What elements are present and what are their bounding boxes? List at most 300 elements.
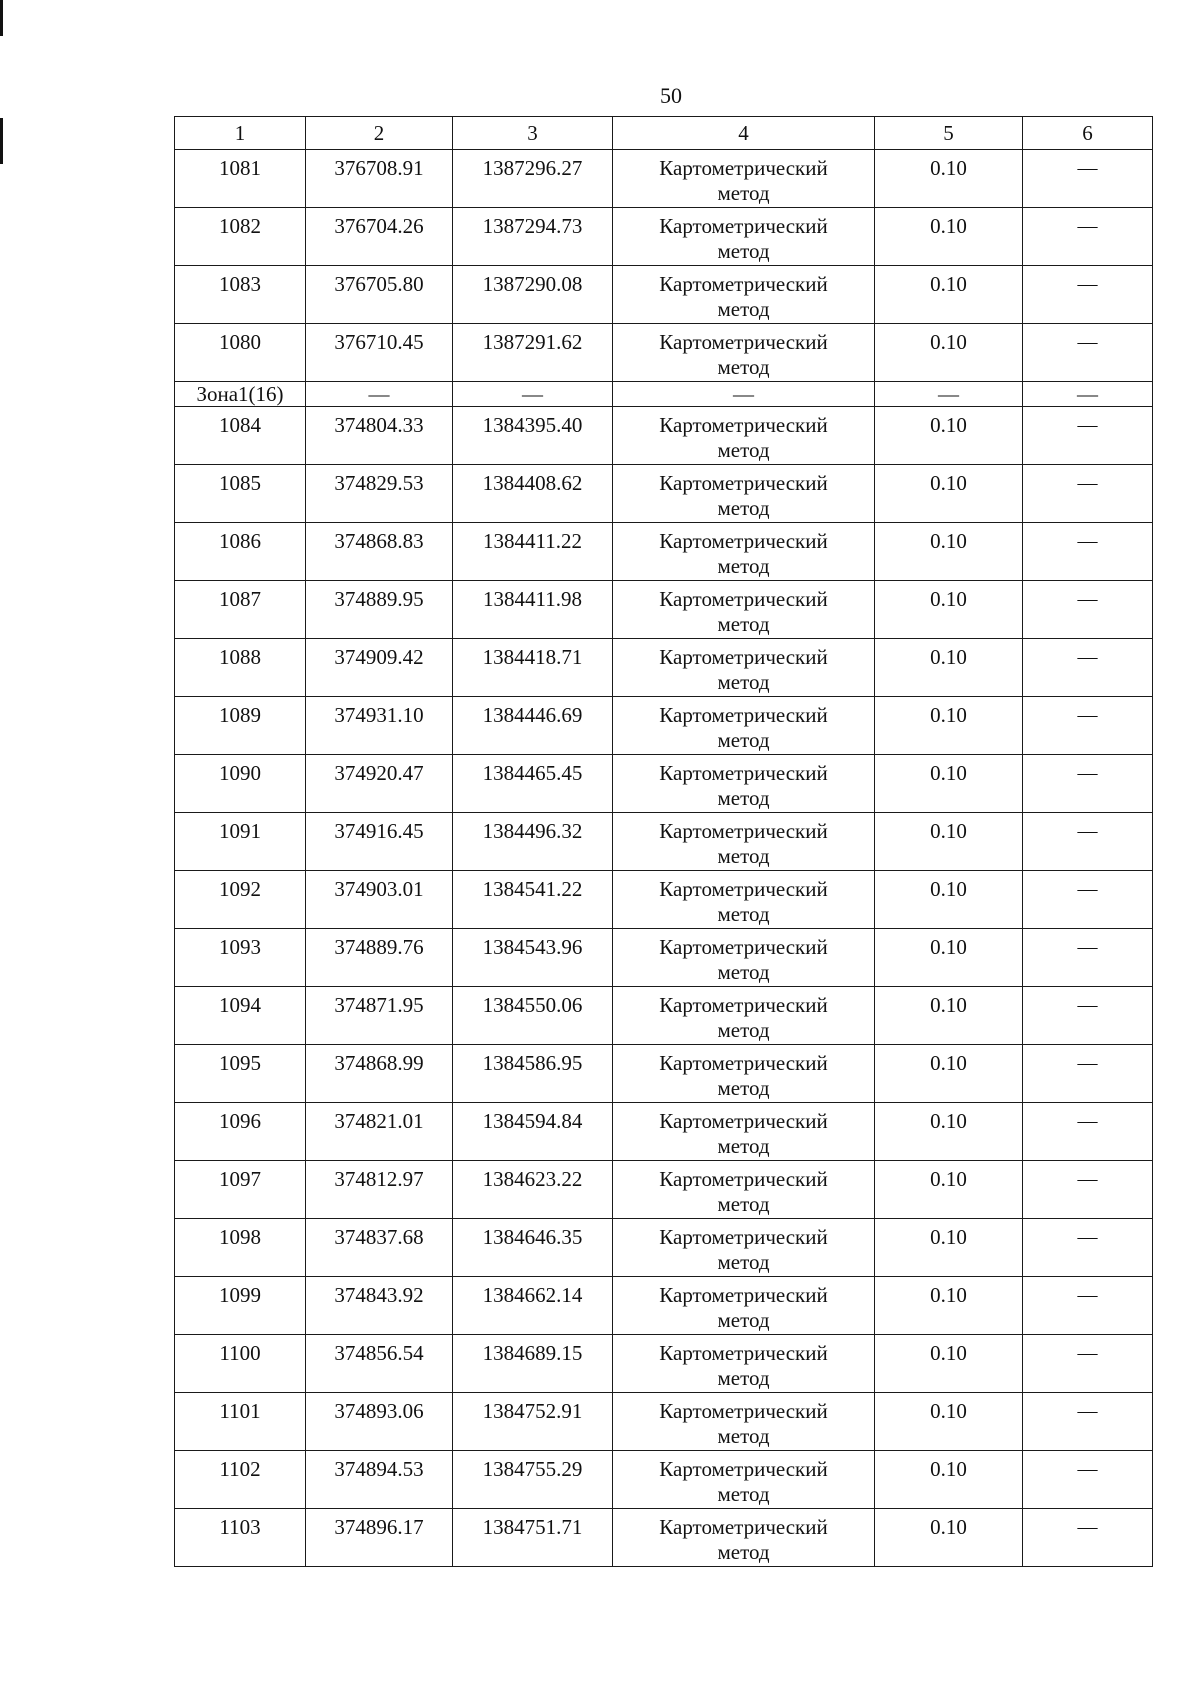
- y-coordinate-cell-text: 1384586.95: [482, 1051, 583, 1075]
- note-cell: [1023, 465, 1153, 523]
- x-coordinate-cell: [306, 987, 453, 1045]
- note-cell-text: —: [1077, 1168, 1098, 1190]
- page-number: 50: [660, 83, 682, 108]
- y-coordinate-cell: [453, 523, 613, 581]
- note-cell: [1023, 813, 1153, 871]
- note-cell: [1023, 1219, 1153, 1277]
- y-coordinate-cell: [453, 929, 613, 987]
- method-line: метод: [717, 1076, 770, 1100]
- note-cell: [1023, 581, 1153, 639]
- y-coordinate-cell-text: 1384496.32: [482, 819, 583, 843]
- point-number-cell: [175, 1103, 306, 1161]
- table-row: [175, 1103, 1153, 1161]
- method-cell: [613, 755, 875, 813]
- method-line: Картометрический: [659, 877, 828, 901]
- note-cell-text: —: [1077, 215, 1098, 237]
- y-coordinate-cell-text: 1384594.84: [482, 1109, 583, 1133]
- method-text: [613, 1103, 874, 1159]
- accuracy-cell-text: 0.10: [930, 1051, 967, 1075]
- point-number-cell: [175, 1451, 306, 1509]
- point-number-cell-text: 1100: [219, 1341, 261, 1365]
- accuracy-cell: [875, 1103, 1023, 1161]
- method-text: [613, 1045, 874, 1101]
- method-line: Картометрический: [659, 214, 828, 238]
- note-cell-text: —: [1077, 936, 1098, 958]
- method-cell: [613, 1451, 875, 1509]
- zone-dash-cell-text: —: [522, 382, 543, 406]
- y-coordinate-cell: [453, 813, 613, 871]
- y-coordinate-cell: [453, 1335, 613, 1393]
- point-number-cell-text: 1089: [219, 703, 261, 727]
- accuracy-cell-text: 0.10: [930, 471, 967, 495]
- point-number-cell-text: 1095: [219, 1051, 261, 1075]
- table-row: [175, 523, 1153, 581]
- x-coordinate-cell: [306, 150, 453, 208]
- method-text: [613, 987, 874, 1043]
- point-number-cell: [175, 639, 306, 697]
- point-number-cell-text: 1102: [219, 1457, 261, 1481]
- point-number-cell: [175, 150, 306, 208]
- note-cell-text: —: [1077, 878, 1098, 900]
- method-text: [613, 1393, 874, 1449]
- note-cell: [1023, 1045, 1153, 1103]
- coordinates-table: [174, 116, 1153, 1567]
- accuracy-cell: [875, 1161, 1023, 1219]
- x-coordinate-cell-text: 374920.47: [334, 761, 424, 785]
- x-coordinate-cell-text: 376704.26: [334, 214, 424, 238]
- note-cell-text: —: [1077, 1110, 1098, 1132]
- accuracy-cell: [875, 1277, 1023, 1335]
- method-cell: [613, 150, 875, 208]
- note-cell-text: —: [1077, 588, 1098, 610]
- note-cell-text: —: [1077, 762, 1098, 784]
- method-text: [613, 1509, 874, 1565]
- y-coordinate-cell: [453, 266, 613, 324]
- note-cell-text: —: [1077, 1226, 1098, 1248]
- accuracy-cell-text: 0.10: [930, 935, 967, 959]
- y-coordinate-cell: [453, 1045, 613, 1103]
- point-number-cell: [175, 1277, 306, 1335]
- method-line: Картометрический: [659, 645, 828, 669]
- table-row: [175, 407, 1153, 465]
- method-line: метод: [717, 1308, 770, 1332]
- point-number-cell-text: 1098: [219, 1225, 261, 1249]
- zone-dash-cell-text: —: [733, 382, 754, 406]
- column-header: 6: [1023, 117, 1153, 150]
- point-number-cell-text: 1085: [219, 471, 261, 495]
- accuracy-cell: [875, 208, 1023, 266]
- y-coordinate-cell: [453, 987, 613, 1045]
- note-cell-text: —: [1077, 994, 1098, 1016]
- x-coordinate-cell: [306, 208, 453, 266]
- method-line: Картометрический: [659, 272, 828, 296]
- point-number-cell: [175, 324, 306, 382]
- table-row: [175, 465, 1153, 523]
- x-coordinate-cell-text: 376710.45: [334, 330, 424, 354]
- accuracy-cell-text: 0.10: [930, 819, 967, 843]
- y-coordinate-cell: [453, 871, 613, 929]
- table-row: [175, 1335, 1153, 1393]
- point-number-cell-text: 1096: [219, 1109, 261, 1133]
- x-coordinate-cell: [306, 324, 453, 382]
- scan-edge-mark: [0, 0, 3, 36]
- method-text: [613, 813, 874, 869]
- method-line: метод: [717, 1134, 770, 1158]
- method-text: [613, 1219, 874, 1275]
- point-number-cell-text: 1082: [219, 214, 261, 238]
- point-number-cell: [175, 987, 306, 1045]
- point-number-cell-text: 1090: [219, 761, 261, 785]
- point-number-cell: [175, 208, 306, 266]
- accuracy-cell-text: 0.10: [930, 703, 967, 727]
- method-text: [613, 581, 874, 637]
- y-coordinate-cell: [453, 465, 613, 523]
- method-cell: [613, 266, 875, 324]
- note-cell-text: —: [1077, 331, 1098, 353]
- method-line: метод: [717, 612, 770, 636]
- note-cell-text: —: [1077, 273, 1098, 295]
- method-cell: [613, 324, 875, 382]
- point-number-cell-text: 1092: [219, 877, 261, 901]
- y-coordinate-cell: [453, 639, 613, 697]
- x-coordinate-cell-text: 374837.68: [334, 1225, 424, 1249]
- x-coordinate-cell-text: 374812.97: [334, 1167, 424, 1191]
- x-coordinate-cell: [306, 1045, 453, 1103]
- x-coordinate-cell: [306, 465, 453, 523]
- note-cell: [1023, 1393, 1153, 1451]
- x-coordinate-cell-text: 374903.01: [334, 877, 424, 901]
- y-coordinate-cell-text: 1384752.91: [482, 1399, 583, 1423]
- accuracy-cell: [875, 1335, 1023, 1393]
- table-row: [175, 1451, 1153, 1509]
- point-number-cell: [175, 755, 306, 813]
- accuracy-cell: [875, 1393, 1023, 1451]
- x-coordinate-cell: [306, 1451, 453, 1509]
- x-coordinate-cell-text: 374843.92: [334, 1283, 424, 1307]
- accuracy-cell-text: 0.10: [930, 1399, 967, 1423]
- note-cell-text: —: [1077, 1516, 1098, 1538]
- note-cell: [1023, 324, 1153, 382]
- method-cell: [613, 639, 875, 697]
- zone-dash-cell: [875, 382, 1023, 407]
- x-coordinate-cell-text: 374894.53: [334, 1457, 424, 1481]
- y-coordinate-cell-text: 1387290.08: [482, 272, 583, 296]
- note-cell-text: —: [1077, 472, 1098, 494]
- method-text: [613, 929, 874, 985]
- x-coordinate-cell-text: 374829.53: [334, 471, 424, 495]
- table-row: [175, 581, 1153, 639]
- method-line: Картометрический: [659, 1109, 828, 1133]
- method-line: Картометрический: [659, 1167, 828, 1191]
- accuracy-cell: [875, 755, 1023, 813]
- point-number-cell-text: 1093: [219, 935, 261, 959]
- point-number-cell-text: 1084: [219, 413, 261, 437]
- zone-dash-cell: [1023, 382, 1153, 407]
- method-line: Картометрический: [659, 703, 828, 727]
- x-coordinate-cell: [306, 871, 453, 929]
- note-cell: [1023, 697, 1153, 755]
- x-coordinate-cell-text: 374931.10: [334, 703, 424, 727]
- x-coordinate-cell-text: 376705.80: [334, 272, 424, 296]
- zone-dash-cell: [306, 382, 453, 407]
- method-text: [613, 1335, 874, 1391]
- accuracy-cell-text: 0.10: [930, 529, 967, 553]
- note-cell-text: —: [1077, 1052, 1098, 1074]
- method-line: метод: [717, 1366, 770, 1390]
- table-row: [175, 150, 1153, 208]
- x-coordinate-cell-text: 374856.54: [334, 1341, 424, 1365]
- x-coordinate-cell-text: 374889.76: [334, 935, 424, 959]
- method-line: Картометрический: [659, 587, 828, 611]
- point-number-cell-text: 1083: [219, 272, 261, 296]
- point-number-cell-text: 1081: [219, 156, 261, 180]
- accuracy-cell: [875, 813, 1023, 871]
- point-number-cell-text: 1080: [219, 330, 261, 354]
- method-line: метод: [717, 438, 770, 462]
- note-cell: [1023, 150, 1153, 208]
- method-cell: [613, 1219, 875, 1277]
- point-number-cell: [175, 1335, 306, 1393]
- method-text: [613, 1451, 874, 1507]
- note-cell: [1023, 523, 1153, 581]
- method-line: метод: [717, 728, 770, 752]
- column-header: 4: [613, 117, 875, 150]
- accuracy-cell-text: 0.10: [930, 1283, 967, 1307]
- note-cell: [1023, 987, 1153, 1045]
- method-line: Картометрический: [659, 1457, 828, 1481]
- table-body: [175, 117, 1153, 1567]
- y-coordinate-cell-text: 1384465.45: [482, 761, 583, 785]
- method-line: метод: [717, 297, 770, 321]
- y-coordinate-cell-text: 1384446.69: [482, 703, 583, 727]
- method-text: [613, 208, 874, 264]
- point-number-cell: [175, 1045, 306, 1103]
- method-line: метод: [717, 902, 770, 926]
- x-coordinate-cell: [306, 1219, 453, 1277]
- method-text: [613, 755, 874, 811]
- scan-edge-mark: [0, 118, 3, 164]
- y-coordinate-cell: [453, 697, 613, 755]
- point-number-cell-text: 1103: [219, 1515, 261, 1539]
- note-cell: [1023, 208, 1153, 266]
- point-number-cell-text: 1086: [219, 529, 261, 553]
- header-row: [175, 117, 1153, 150]
- method-cell: [613, 871, 875, 929]
- x-coordinate-cell-text: 374909.42: [334, 645, 424, 669]
- method-text: [613, 871, 874, 927]
- accuracy-cell-text: 0.10: [930, 645, 967, 669]
- accuracy-cell: [875, 1451, 1023, 1509]
- zone-dash-cell-text: —: [368, 382, 390, 406]
- method-line: Картометрический: [659, 935, 828, 959]
- table-row: [175, 697, 1153, 755]
- accuracy-cell-text: 0.10: [930, 587, 967, 611]
- accuracy-cell-text: 0.10: [930, 1167, 967, 1191]
- point-number-cell: [175, 465, 306, 523]
- x-coordinate-cell-text: 374821.01: [334, 1109, 424, 1133]
- method-line: Картометрический: [659, 1225, 828, 1249]
- x-coordinate-cell-text: 374804.33: [334, 413, 424, 437]
- method-line: метод: [717, 1540, 770, 1564]
- y-coordinate-cell: [453, 755, 613, 813]
- zone-label-cell: [175, 382, 306, 407]
- point-number-cell: [175, 1393, 306, 1451]
- method-cell: [613, 407, 875, 465]
- column-header: 5: [875, 117, 1023, 150]
- accuracy-cell: [875, 266, 1023, 324]
- note-cell-text: —: [1077, 530, 1098, 552]
- method-text: [613, 407, 874, 463]
- note-cell: [1023, 407, 1153, 465]
- note-cell: [1023, 929, 1153, 987]
- x-coordinate-cell-text: 374916.45: [334, 819, 424, 843]
- method-cell: [613, 1045, 875, 1103]
- table-row: [175, 1161, 1153, 1219]
- method-text: [613, 1161, 874, 1217]
- x-coordinate-cell: [306, 697, 453, 755]
- note-cell-text: —: [1077, 414, 1098, 436]
- accuracy-cell-text: 0.10: [930, 1225, 967, 1249]
- y-coordinate-cell-text: 1384395.40: [482, 413, 583, 437]
- y-coordinate-cell: [453, 1277, 613, 1335]
- y-coordinate-cell-text: 1384689.15: [482, 1341, 583, 1365]
- x-coordinate-cell: [306, 1103, 453, 1161]
- method-text: [613, 697, 874, 753]
- point-number-cell: [175, 1509, 306, 1567]
- method-cell: [613, 1335, 875, 1393]
- note-cell: [1023, 1451, 1153, 1509]
- accuracy-cell: [875, 697, 1023, 755]
- point-number-cell-text: 1099: [219, 1283, 261, 1307]
- note-cell-text: —: [1077, 1400, 1098, 1422]
- method-cell: [613, 1393, 875, 1451]
- method-cell: [613, 523, 875, 581]
- method-text: [613, 1277, 874, 1333]
- x-coordinate-cell: [306, 1277, 453, 1335]
- method-line: Картометрический: [659, 156, 828, 180]
- method-cell: [613, 581, 875, 639]
- method-line: метод: [717, 239, 770, 263]
- method-line: Картометрический: [659, 1283, 828, 1307]
- accuracy-cell: [875, 465, 1023, 523]
- y-coordinate-cell: [453, 150, 613, 208]
- method-line: Картометрический: [659, 1399, 828, 1423]
- table-row: [175, 871, 1153, 929]
- method-cell: [613, 208, 875, 266]
- method-cell: [613, 1509, 875, 1567]
- x-coordinate-cell: [306, 1161, 453, 1219]
- method-line: метод: [717, 786, 770, 810]
- point-number-cell-text: 1097: [219, 1167, 261, 1191]
- point-number-cell: [175, 1219, 306, 1277]
- note-cell: [1023, 1335, 1153, 1393]
- table-row: [175, 755, 1153, 813]
- method-line: метод: [717, 1192, 770, 1216]
- accuracy-cell: [875, 407, 1023, 465]
- point-number-cell: [175, 523, 306, 581]
- method-text: [613, 150, 874, 206]
- note-cell: [1023, 266, 1153, 324]
- method-text: [613, 266, 874, 322]
- note-cell-text: —: [1077, 1342, 1098, 1364]
- y-coordinate-cell-text: 1384751.71: [482, 1515, 583, 1539]
- method-cell: [613, 987, 875, 1045]
- table-row: [175, 929, 1153, 987]
- x-coordinate-cell: [306, 813, 453, 871]
- x-coordinate-cell: [306, 929, 453, 987]
- point-number-cell: [175, 266, 306, 324]
- table-row: [175, 813, 1153, 871]
- y-coordinate-cell-text: 1384418.71: [482, 645, 583, 669]
- y-coordinate-cell: [453, 407, 613, 465]
- method-line: Картометрический: [659, 761, 828, 785]
- method-line: метод: [717, 496, 770, 520]
- method-line: метод: [717, 554, 770, 578]
- point-number-cell: [175, 1161, 306, 1219]
- accuracy-cell-text: 0.10: [930, 1109, 967, 1133]
- accuracy-cell: [875, 1219, 1023, 1277]
- accuracy-cell: [875, 324, 1023, 382]
- point-number-cell: [175, 407, 306, 465]
- point-number-cell: [175, 813, 306, 871]
- accuracy-cell-text: 0.10: [930, 330, 967, 354]
- note-cell-text: —: [1077, 1458, 1098, 1480]
- y-coordinate-cell-text: 1387296.27: [482, 156, 583, 180]
- y-coordinate-cell: [453, 1219, 613, 1277]
- y-coordinate-cell: [453, 324, 613, 382]
- x-coordinate-cell-text: 374896.17: [334, 1515, 424, 1539]
- point-number-cell-text: 1088: [219, 645, 261, 669]
- x-coordinate-cell: [306, 1509, 453, 1567]
- method-line: Картометрический: [659, 330, 828, 354]
- method-line: Картометрический: [659, 993, 828, 1017]
- accuracy-cell-text: 0.10: [930, 214, 967, 238]
- accuracy-cell-text: 0.10: [930, 877, 967, 901]
- accuracy-cell-text: 0.10: [930, 1457, 967, 1481]
- method-cell: [613, 697, 875, 755]
- note-cell: [1023, 871, 1153, 929]
- point-number-cell-text: 1091: [219, 819, 261, 843]
- column-header: 3: [453, 117, 613, 150]
- y-coordinate-cell-text: 1384543.96: [482, 935, 583, 959]
- accuracy-cell: [875, 987, 1023, 1045]
- x-coordinate-cell: [306, 639, 453, 697]
- x-coordinate-cell-text: 374868.99: [334, 1051, 424, 1075]
- method-line: Картометрический: [659, 471, 828, 495]
- table-row: [175, 639, 1153, 697]
- method-line: Картометрический: [659, 1341, 828, 1365]
- y-coordinate-cell-text: 1384755.29: [482, 1457, 583, 1481]
- method-cell: [613, 465, 875, 523]
- accuracy-cell-text: 0.10: [930, 761, 967, 785]
- y-coordinate-cell-text: 1384662.14: [482, 1283, 583, 1307]
- method-line: метод: [717, 1018, 770, 1042]
- accuracy-cell: [875, 1045, 1023, 1103]
- y-coordinate-cell: [453, 1509, 613, 1567]
- y-coordinate-cell-text: 1384550.06: [482, 993, 583, 1017]
- x-coordinate-cell-text: 376708.91: [334, 156, 424, 180]
- x-coordinate-cell: [306, 1335, 453, 1393]
- method-cell: [613, 1161, 875, 1219]
- point-number-cell-text: 1087: [219, 587, 261, 611]
- x-coordinate-cell: [306, 407, 453, 465]
- method-line: метод: [717, 181, 770, 205]
- note-cell-text: —: [1077, 820, 1098, 842]
- y-coordinate-cell-text: 1387291.62: [482, 330, 583, 354]
- note-cell: [1023, 1103, 1153, 1161]
- note-cell: [1023, 1161, 1153, 1219]
- y-coordinate-cell: [453, 1393, 613, 1451]
